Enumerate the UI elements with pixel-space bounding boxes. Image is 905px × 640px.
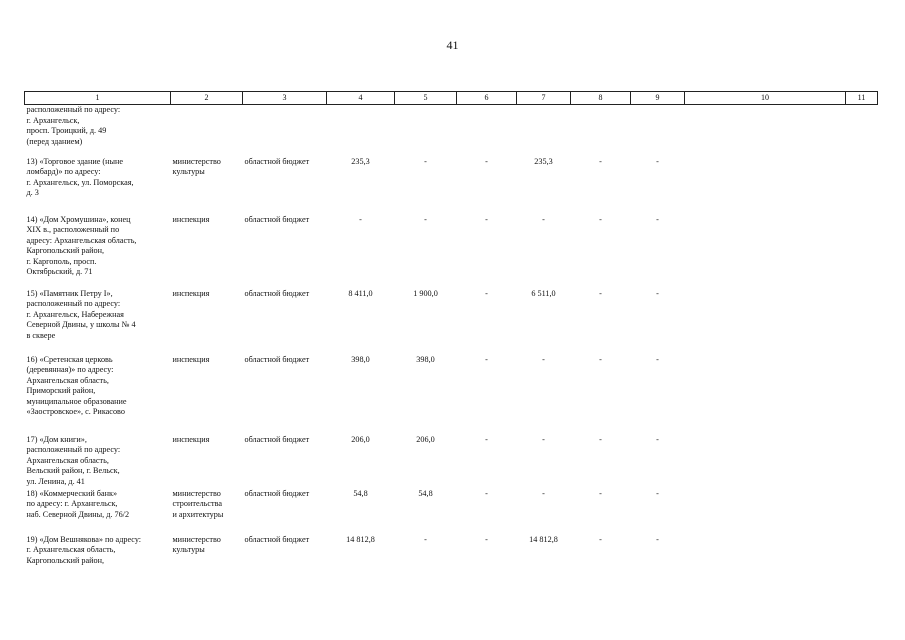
object-line: по адресу: г. Архангельск, [26,499,118,509]
empty-cell [685,215,846,289]
empty-cell [846,435,878,489]
funding-source-cell: областной бюджет [244,488,310,498]
object-cell [25,489,171,535]
object-cell [25,355,171,435]
object-line: 18) «Коммерческий банк» [26,488,118,498]
responsible-line: инспекция [172,434,210,444]
value-cell-c9: - [656,156,659,166]
object-line: расположенный по адресу: [26,299,121,309]
value-cell-c8: - [599,488,602,498]
value-cell-c7: - [542,434,545,444]
object-line: Каргопольский район, [26,555,105,565]
value-cell-c5: 1 900,0 [413,288,438,298]
object-line: Архангельская область, [26,455,109,465]
value-cell-c9: - [656,214,659,224]
value-cell-c4: 14 812,8 [346,534,375,544]
object-line: Вельский район, г. Вельск, [26,466,120,476]
funding-source-cell: областной бюджет [244,434,310,444]
object-cell [25,105,171,157]
responsible-line: инспекция [172,214,210,224]
responsible-line: строительства [172,499,223,509]
empty-cell [846,157,878,215]
value-cell-c6: - [485,534,488,544]
object-cell [25,435,171,489]
empty-cell [685,355,846,435]
object-line: 17) «Дом книги», [26,434,87,444]
funding-source-cell: областной бюджет [244,156,310,166]
value-cell-c6: - [485,156,488,166]
responsible-line: министерство [172,156,221,166]
object-line: адресу: Архангельская область, [26,235,137,245]
value-cell-c4: 54,8 [353,488,368,498]
object-cell [25,157,171,215]
object-line: Северной Двины, у школы № 4 [26,320,136,330]
object-line: XIX в., расположенный по [26,225,120,235]
value-cell-c6: - [485,288,488,298]
value-cell-c5: 206,0 [416,434,435,444]
empty-cell [846,535,878,575]
responsible-cell [171,215,243,289]
value-cell-c4: 398,0 [351,354,370,364]
value-cell-c4: 8 411,0 [348,288,373,298]
object-line: наб. Северной Двины, д. 76/2 [26,509,130,519]
col-header: 9 [631,92,685,105]
value-cell-c9: - [656,354,659,364]
object-line: г. Архангельск, Набережная [26,309,124,319]
object-line: Приморский район, [26,386,96,396]
value-cell-c8: - [599,214,602,224]
col-header: 3 [243,92,327,105]
value-cell-c7: - [542,354,545,364]
responsible-line: культуры [172,545,205,555]
object-cell [25,289,171,355]
value-cell-c4 [327,105,395,157]
value-cell-c5: - [424,214,427,224]
empty-cell [846,289,878,355]
responsible-line: министерство [172,488,221,498]
value-cell-c4: 206,0 [351,434,370,444]
object-line: расположенный по адресу: [26,445,121,455]
object-line: расположенный по адресу: [26,105,121,114]
value-cell-c5: - [424,156,427,166]
responsible-line: министерство [172,534,221,544]
object-line: 14) «Дом Хромушина», конец [26,214,131,224]
col-header: 4 [327,92,395,105]
table-row [25,215,878,289]
value-cell-c6: - [485,488,488,498]
responsible-line: культуры [172,167,205,177]
object-line: ул. Ленина, д. 41 [26,476,85,486]
value-cell-c5: 398,0 [416,354,435,364]
funding-source-cell: областной бюджет [244,354,310,364]
page-number: 41 [446,38,459,52]
value-cell-c4: 235,3 [351,156,370,166]
value-cell-c7: 14 812,8 [529,534,558,544]
empty-cell [846,489,878,535]
funding-source-cell [243,105,327,157]
budget-table [24,91,878,575]
object-cell [25,535,171,575]
col-header: 5 [395,92,457,105]
value-cell-c9: - [656,488,659,498]
col-header: 11 [846,92,878,105]
object-line: Архангельская область, [26,375,109,385]
value-cell-c6: - [485,434,488,444]
responsible-line: инспекция [172,354,210,364]
object-line: Каргопольский район, [26,246,105,256]
responsible-line: инспекция [172,288,210,298]
object-line: г. Каргополь, просп. [26,256,97,266]
value-cell-c6: - [485,354,488,364]
value-cell-c8: - [599,354,602,364]
value-cell-c9: - [656,288,659,298]
col-header: 7 [517,92,571,105]
empty-cell [846,215,878,289]
object-line: г. Архангельск, [26,115,80,125]
value-cell-c9: - [656,434,659,444]
value-cell-c9: - [656,534,659,544]
object-line: г. Архангельская область, [26,545,116,555]
table-row [25,489,878,535]
object-line: (перед зданием) [26,136,83,146]
empty-cell [685,105,846,157]
empty-cell [685,435,846,489]
table-row [25,535,878,575]
value-cell-c8: - [599,434,602,444]
col-header: 6 [457,92,517,105]
object-line: просп. Троицкий, д. 49 [26,126,107,136]
responsible-cell [171,489,243,535]
responsible-cell [171,157,243,215]
responsible-cell [171,105,243,157]
value-cell-c7 [517,105,571,157]
responsible-cell [171,355,243,435]
funding-source-cell: областной бюджет [244,214,310,224]
object-line: 15) «Памятник Петру I», [26,288,113,298]
object-cell [25,215,171,289]
empty-cell [685,489,846,535]
funding-source-cell: областной бюджет [244,288,310,298]
value-cell-c6 [457,105,517,157]
responsible-cell [171,289,243,355]
object-line: Октябрьский, д. 71 [26,267,93,277]
object-line: г. Архангельск, ул. Поморская, [26,177,134,187]
value-cell-c7: - [542,488,545,498]
value-cell-c5 [395,105,457,157]
value-cell-c8: - [599,534,602,544]
col-header: 2 [171,92,243,105]
empty-cell [685,289,846,355]
object-line: в сквере [26,330,56,340]
value-cell-c4: - [359,214,362,224]
responsible-cell [171,535,243,575]
col-header: 1 [25,92,171,105]
object-line: д. 3 [26,188,39,198]
object-line: ломбард)» по адресу: [26,167,101,177]
empty-cell [846,355,878,435]
value-cell-c5: 54,8 [418,488,433,498]
empty-cell [685,157,846,215]
empty-cell [685,535,846,575]
table-row [25,435,878,489]
value-cell-c7: 6 511,0 [531,288,556,298]
object-line: «Заостровское», с. Рикасово [26,407,125,417]
funding-source-cell: областной бюджет [244,534,310,544]
value-cell-c6: - [485,214,488,224]
value-cell-c7: 235,3 [534,156,553,166]
value-cell-c8: - [599,288,602,298]
table-row [25,105,878,157]
column-number-row [25,92,878,105]
object-line: (деревянная)» по адресу: [26,365,114,375]
empty-cell [846,105,878,157]
value-cell-c9 [631,105,685,157]
value-cell-c8 [571,105,631,157]
responsible-cell [171,435,243,489]
object-line: 19) «Дом Вешнякова» по адресу: [26,534,142,544]
responsible-line: и архитектуры [172,509,224,519]
object-line: 13) «Торговое здание (ныне [26,156,124,166]
table-row [25,355,878,435]
value-cell-c8: - [599,156,602,166]
value-cell-c5: - [424,534,427,544]
value-cell-c7: - [542,214,545,224]
object-line: 16) «Сретенская церковь [26,354,113,364]
col-header: 10 [685,92,846,105]
object-line: муниципальное образование [26,396,127,406]
table-row [25,289,878,355]
table-row [25,157,878,215]
col-header: 8 [571,92,631,105]
